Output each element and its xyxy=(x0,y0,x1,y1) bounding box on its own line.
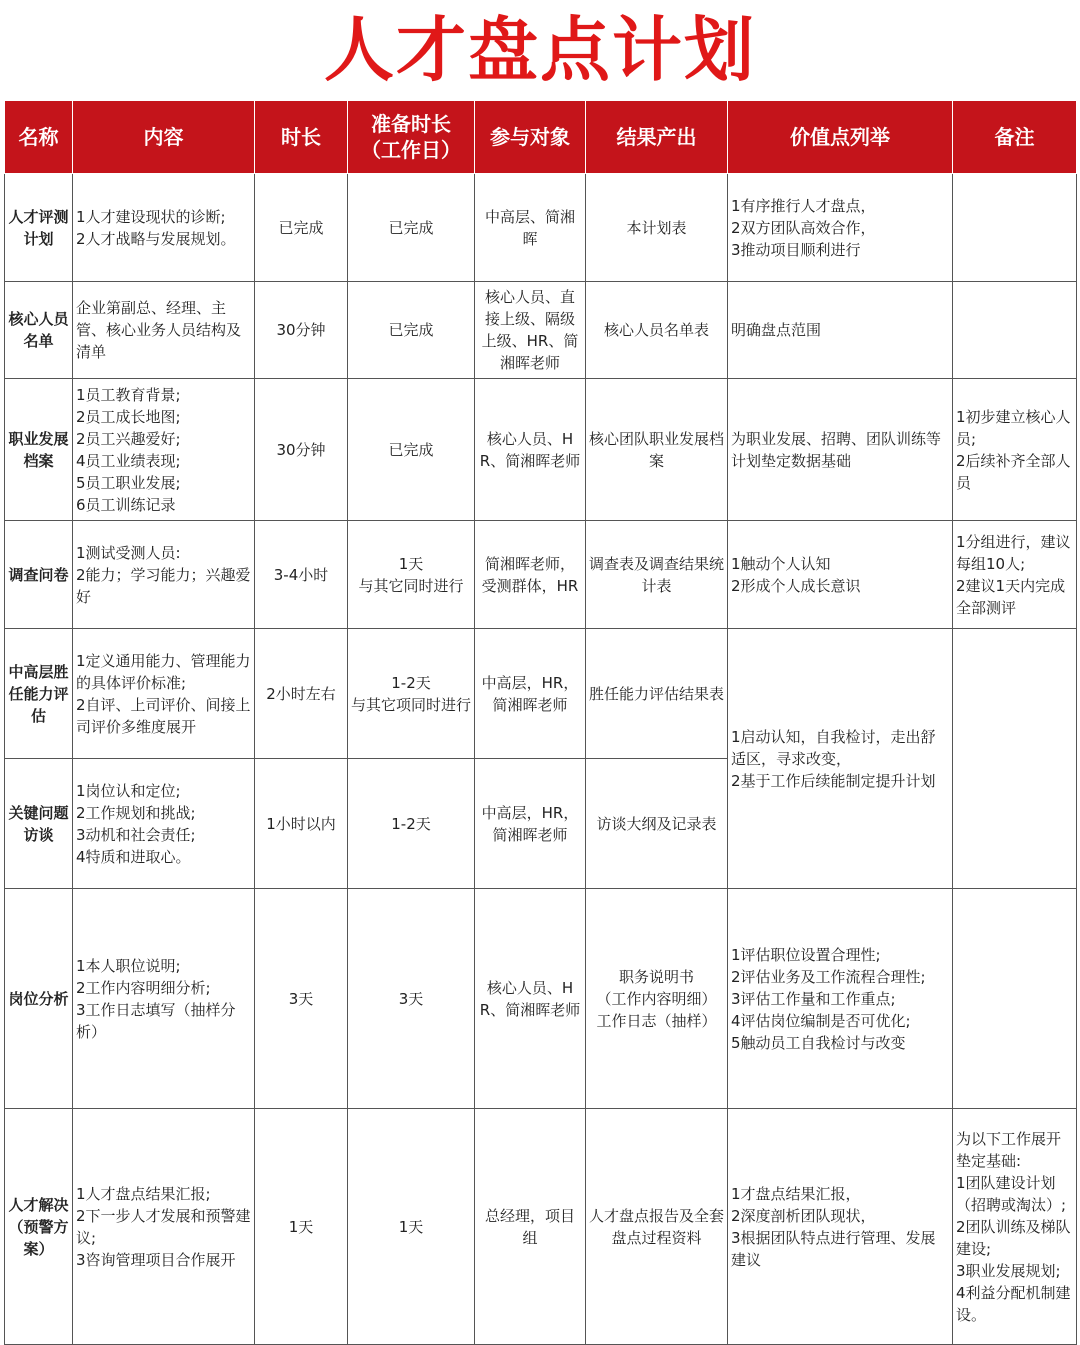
row-duration: 30分钟 xyxy=(255,379,348,521)
row-output: 职务说明书 （工作内容明细） 工作日志（抽样） xyxy=(586,889,728,1109)
row-participants: 核心人员、直接上级、隔级上级、HR、简湘晖老师 xyxy=(475,282,586,379)
row-value: 1有序推行人才盘点， 2双方团队高效合作， 3推动项目顺利进行 xyxy=(728,174,953,282)
row-prep: 已完成 xyxy=(348,282,475,379)
row-content: 1测试受测人员: 2能力；学习能力；兴趣爱好 xyxy=(73,521,255,629)
row-remark: 1初步建立核心人员; 2后续补齐全部人员 xyxy=(953,379,1077,521)
row-content: 1员工教育背景; 2员工成长地图; 2员工兴趣爱好; 4员工业绩表现; 5员工职业发展; 6员工训练记录 xyxy=(73,379,255,521)
header-prep-time: 准备时长 （工作日） xyxy=(348,101,475,174)
table-row xyxy=(5,174,1077,282)
row-prep: 已完成 xyxy=(348,379,475,521)
row-participants: 简湘晖老师， 受测群体，HR xyxy=(475,521,586,629)
row-duration: 2小时左右 xyxy=(255,629,348,759)
row-name: 核心人员名单 xyxy=(5,282,73,379)
table-row xyxy=(5,1109,1077,1345)
table-row xyxy=(5,282,1077,379)
row-content: 1定义通用能力、管理能力的具体评价标准; 2自评、上司评价、间接上司评价多维度展开 xyxy=(73,629,255,759)
row-prep: 1-2天 与其它项同时进行 xyxy=(348,629,475,759)
row-name: 人才解决（预警方案） xyxy=(5,1109,73,1345)
row-duration: 3天 xyxy=(255,889,348,1109)
row-prep: 已完成 xyxy=(348,174,475,282)
header-output: 结果产出 xyxy=(586,101,728,174)
row-output: 访谈大纲及记录表 xyxy=(586,759,728,889)
row-content: 企业第副总、经理、主管、核心业务人员结构及清单 xyxy=(73,282,255,379)
row-content: 1岗位认和定位; 2工作规划和挑战; 3动机和社会责任; 4特质和进取心。 xyxy=(73,759,255,889)
row-content: 1人才盘点结果汇报; 2下一步人才发展和预警建议; 3咨询管理项目合作展开 xyxy=(73,1109,255,1345)
row-name: 中高层胜任能力评估 xyxy=(5,629,73,759)
row-output: 调查表及调查结果统计表 xyxy=(586,521,728,629)
row-duration: 1小时以内 xyxy=(255,759,348,889)
row-prep: 1-2天 xyxy=(348,759,475,889)
table-header-row xyxy=(5,101,1077,174)
row-output: 人才盘点报告及全套盘点过程资料 xyxy=(586,1109,728,1345)
table-row xyxy=(5,521,1077,629)
row-value: 1才盘点结果汇报， 2深度剖析团队现状， 3根据团队特点进行管理、发展建议 xyxy=(728,1109,953,1345)
row-duration: 30分钟 xyxy=(255,282,348,379)
row-remark xyxy=(953,889,1077,1109)
row-duration: 3-4小时 xyxy=(255,521,348,629)
row-participants: 核心人员、HR、简湘晖老师 xyxy=(475,889,586,1109)
table-row xyxy=(5,889,1077,1109)
page-title: 人才盘点计划 xyxy=(324,9,756,91)
table-row xyxy=(5,629,1077,759)
header-duration: 时长 xyxy=(255,101,348,174)
table-row xyxy=(5,379,1077,521)
row-name: 人才评测计划 xyxy=(5,174,73,282)
header-remark: 备注 xyxy=(953,101,1077,174)
row-value: 1触动个人认知 2形成个人成长意识 xyxy=(728,521,953,629)
row-participants: 中高层、简湘晖 xyxy=(475,174,586,282)
row-remark-merged xyxy=(953,629,1077,889)
row-duration: 1天 xyxy=(255,1109,348,1345)
row-value: 为职业发展、招聘、团队训练等计划垫定数据基础 xyxy=(728,379,953,521)
header-value-points: 价值点列举 xyxy=(728,101,953,174)
row-content: 1人才建设现状的诊断; 2人才战略与发展规划。 xyxy=(73,174,255,282)
row-participants: 中高层，HR， 简湘晖老师 xyxy=(475,759,586,889)
row-duration: 已完成 xyxy=(255,174,348,282)
row-output: 本计划表 xyxy=(586,174,728,282)
row-value: 1评估职位设置合理性; 2评估业务及工作流程合理性; 3评估工作量和工作重点; 4评估岗位编制是否可优化; 5触动员工自我检讨与改变 xyxy=(728,889,953,1109)
row-participants: 中高层，HR，简湘晖老师 xyxy=(475,629,586,759)
row-content: 1本人职位说明; 2工作内容明细分析; 3工作日志填写（抽样分析） xyxy=(73,889,255,1109)
row-participants: 总经理，项目组 xyxy=(475,1109,586,1345)
row-participants: 核心人员、HR、简湘晖老师 xyxy=(475,379,586,521)
talent-review-plan-table xyxy=(4,100,1077,1345)
row-output: 核心人员名单表 xyxy=(586,282,728,379)
header-name: 名称 xyxy=(5,101,73,174)
row-name: 岗位分析 xyxy=(5,889,73,1109)
row-prep: 3天 xyxy=(348,889,475,1109)
row-value-merged: 1启动认知，自我检讨，走出舒适区，寻求改变， 2基于工作后续能制定提升计划 xyxy=(728,629,953,889)
header-participants: 参与对象 xyxy=(475,101,586,174)
row-remark: 1分组进行，建议每组10人; 2建议1天内完成全部测评 xyxy=(953,521,1077,629)
row-value: 明确盘点范围 xyxy=(728,282,953,379)
row-prep: 1天 与其它同时进行 xyxy=(348,521,475,629)
row-name: 调查问卷 xyxy=(5,521,73,629)
row-name: 职业发展档案 xyxy=(5,379,73,521)
row-prep: 1天 xyxy=(348,1109,475,1345)
row-output: 核心团队职业发展档案 xyxy=(586,379,728,521)
row-remark xyxy=(953,282,1077,379)
row-remark xyxy=(953,174,1077,282)
header-content: 内容 xyxy=(73,101,255,174)
row-remark: 为以下工作展开垫定基础: 1团队建设计划（招聘或淘汰）; 2团队训练及梯队建设; 3职业发展规划; 4利益分配机制建设。 xyxy=(953,1109,1077,1345)
row-name: 关键问题访谈 xyxy=(5,759,73,889)
row-output: 胜任能力评估结果表 xyxy=(586,629,728,759)
